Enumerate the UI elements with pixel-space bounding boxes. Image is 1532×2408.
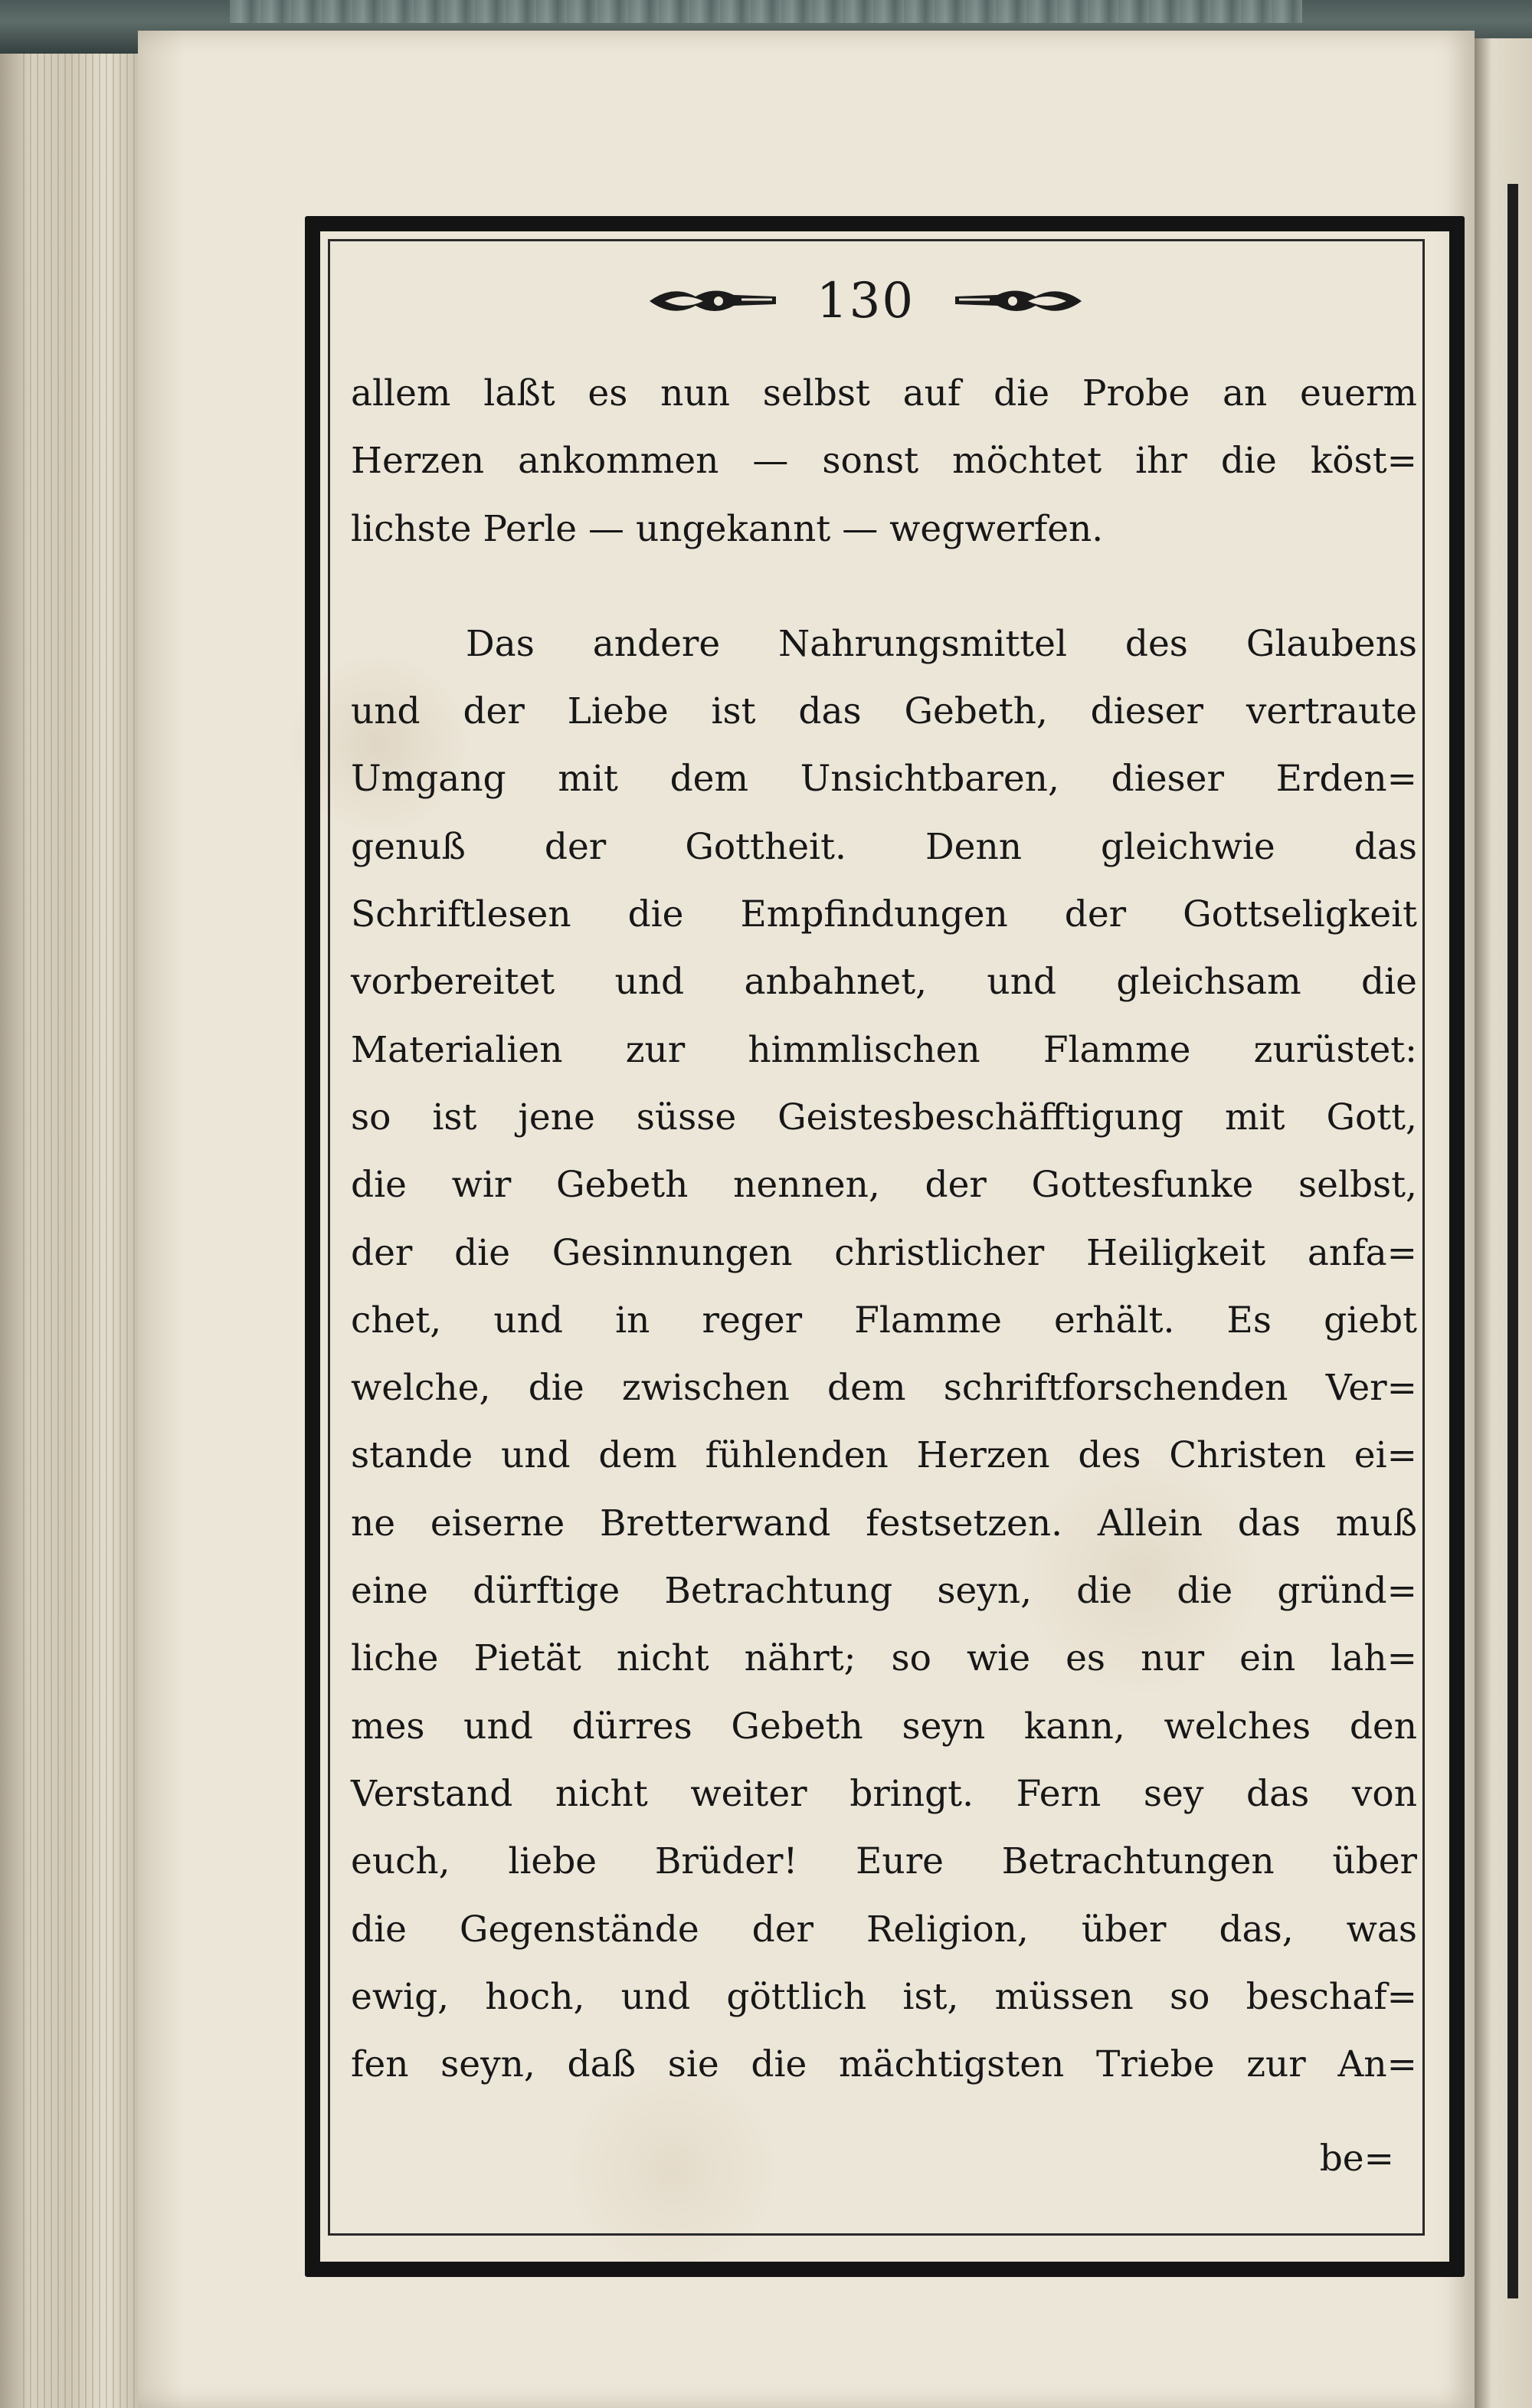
text-line: chet, und in reger Flamme erhält. Es giebt (351, 1299, 1417, 1342)
leaf-ornament-icon (642, 278, 780, 324)
text-line: liche Pietät nicht nährt; so wie es nur ein lah= (351, 1637, 1417, 1680)
catchword: be= (1319, 2138, 1394, 2180)
text-line: vorbereitet und anbahnet, und gleichsam die (351, 961, 1417, 1004)
text-line: eine dürftige Betrachtung seyn, die die gründ= (351, 1570, 1417, 1613)
page-header (597, 259, 1134, 343)
facing-page-frame-rule (1507, 184, 1518, 2298)
page-number: 130 (816, 273, 915, 329)
text-line: die wir Gebeth nennen, der Gottesfunke selbst, (351, 1164, 1417, 1207)
text-line: genuß der Gottheit. Denn gleichwie das (351, 825, 1417, 868)
text-line: der die Gesinnungen christlicher Heiligkeit anfa= (351, 1231, 1417, 1274)
page-stack-edges (23, 0, 146, 2408)
text-line: ewig, hoch, und göttlich ist, müssen so beschaf= (351, 1975, 1417, 2018)
text-line: ne eiserne Bretterwand festsetzen. Allein das muß (351, 1502, 1417, 1545)
text-line: die Gegenstände der Religion, über das, was (351, 1908, 1417, 1951)
leaf-ornament-icon (951, 278, 1089, 324)
text-line: so ist jene süsse Geistesbeschäfftigung mit Gott, (351, 1096, 1417, 1138)
page-body-text (351, 360, 1417, 2098)
text-line: welche, die zwischen dem schriftforschenden Ver= (351, 1367, 1417, 1410)
text-line: Umgang mit dem Unsichtbaren, dieser Erden= (351, 758, 1417, 801)
text-line: allem laßt es nun selbst auf die Probe an euerm (351, 372, 1417, 414)
facing-page-edge (1475, 38, 1532, 2408)
text-line: stande und dem fühlenden Herzen des Christen ei= (351, 1434, 1417, 1477)
text-line: euch, liebe Brüder! Eure Betrachtungen über (351, 1840, 1417, 1883)
text-line: und der Liebe ist das Gebeth, dieser vertraute (351, 690, 1417, 733)
text-line: fen seyn, daß sie die mächtigsten Triebe zur An= (351, 2043, 1417, 2086)
text-line: lichste Perle — ungekannt — wegwerfen. (351, 507, 1104, 550)
paragraph-gap (351, 563, 1417, 611)
text-line: Verstand nicht weiter bringt. Fern sey das von (351, 1772, 1417, 1815)
text-line: Das andere Nahrungsmittel des Glaubens (466, 622, 1417, 665)
binding-pattern (230, 0, 1302, 23)
text-line: Herzen ankommen — sonst möchtet ihr die köst= (351, 440, 1417, 483)
text-line: Schriftlesen die Empfindungen der Gottseligkeit (351, 893, 1417, 936)
text-line: Materialien zur himmlischen Flamme zurüstet: (351, 1028, 1417, 1071)
text-line: mes und dürres Gebeth seyn kann, welches den (351, 1705, 1417, 1748)
